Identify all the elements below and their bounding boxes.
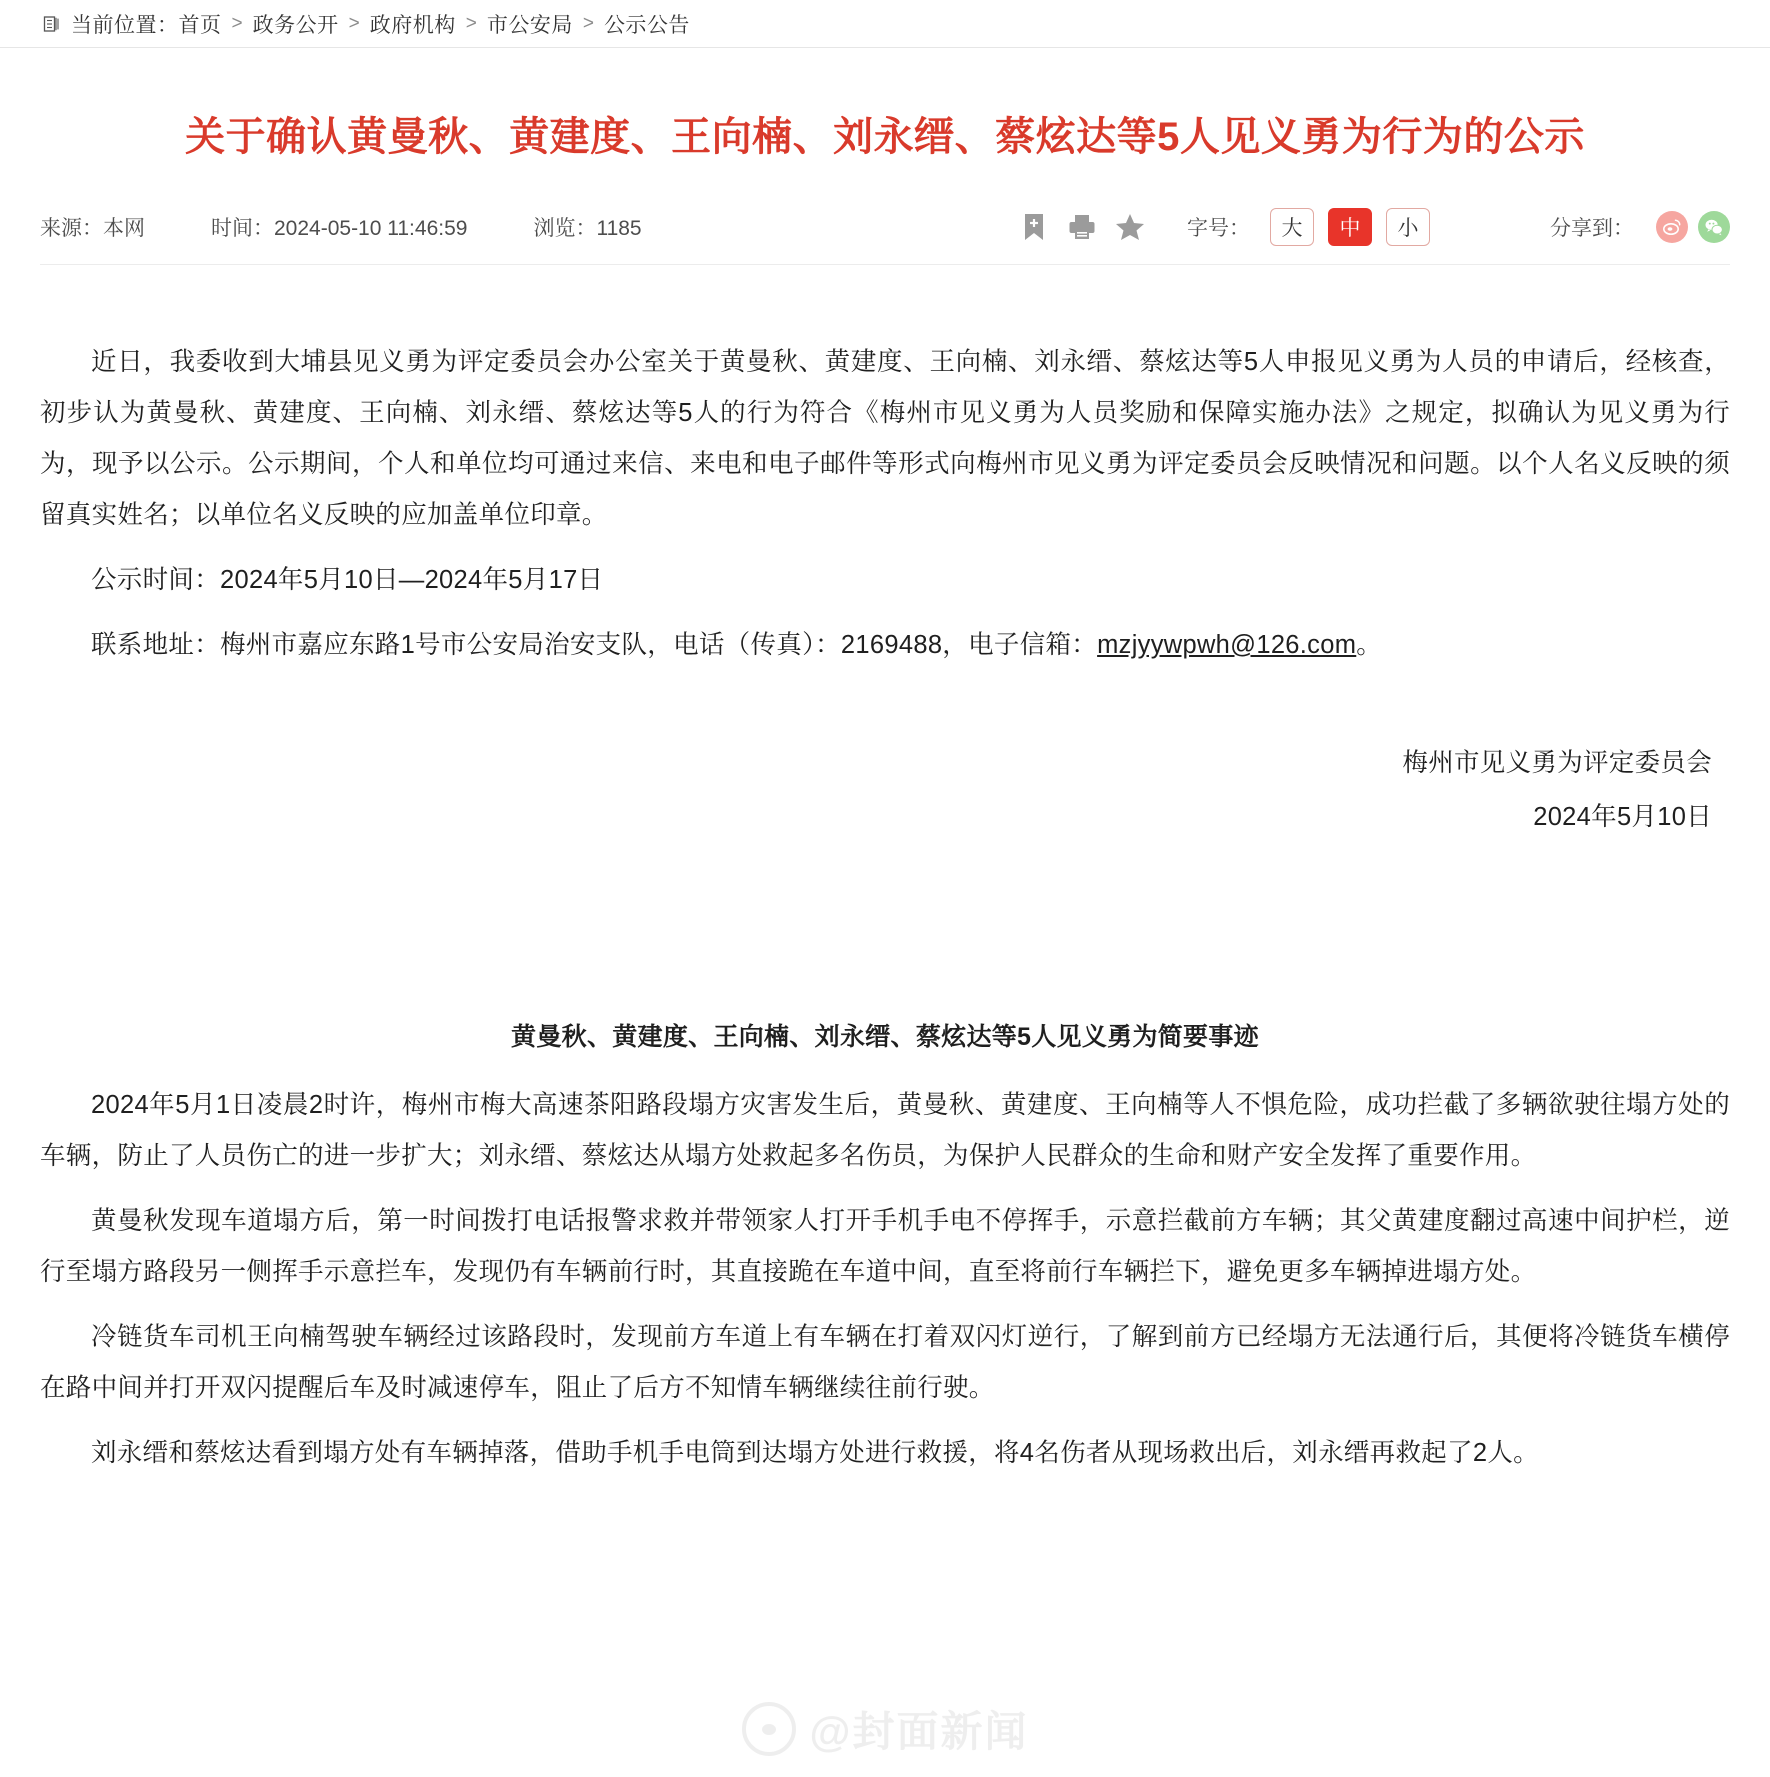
deeds-paragraph-2: 黄曼秋发现车道塌方后，第一时间拨打电话报警求救并带领家人打开手机手电不停挥手，示意拦截前方车辆；其父黄建度翻过高速中间护栏，逆行至塌方路段另一侧挥手示意拦车，发现仍有车辆前行时，其直接跪在车道中间，直至将前行车辆拦下，避免更多车辆掉进塌方处。	[40, 1207, 1730, 1287]
deeds-paragraph-1: 2024年5月1日凌晨2时许，梅州市梅大高速茶阳路段塌方灾害发生后，黄曼秋、黄建度、王向楠等人不惧危险，成功拦截了多辆欲驶往塌方处的车辆，防止了人员伤亡的进一步扩大；刘永缙、蔡炫达从塌方处救起多名伤员，为保护人民群众的生命和财产安全发挥了重要作用。	[40, 1091, 1730, 1171]
article-paragraph-1: 近日，我委收到大埔县见义勇为评定委员会办公室关于黄曼秋、黄建度、王向楠、刘永缙、蔡炫达等5人申报见义勇为人员的申请后，经核查，初步认为黄曼秋、黄建度、王向楠、刘永缙、蔡炫达等5人的行为符合《梅州市见义勇为人员奖励和保障实施办法》之规定，拟确认为见义勇为行为，现予以公示。公示期间，个人和单位均可通过来信、来电和电子邮件等形式向梅州市见义勇为评定委员会反映情况和问题。以个人名义反映的须留真实姓名；以单位名义反映的应加盖单位印章。	[40, 348, 1730, 529]
deeds-section-title: 黄曼秋、黄建度、王向楠、刘永缙、蔡炫达等5人见义勇为简要事迹	[511, 1023, 1259, 1052]
weibo-logo-icon	[742, 1702, 796, 1756]
publicity-period: 公示时间：2024年5月10日—2024年5月17日	[91, 566, 604, 594]
contact-suffix-text: 。	[1356, 631, 1383, 659]
bookmark-add-icon[interactable]	[1019, 212, 1049, 242]
breadcrumb-item-home[interactable]: 首页	[178, 13, 222, 37]
article-body	[40, 265, 1730, 1479]
contact-line	[40, 620, 1730, 671]
breadcrumb-separator: >	[582, 12, 594, 34]
breadcrumb-item-announcements[interactable]: 公示公告	[603, 13, 690, 37]
share-label: 分享到：	[1550, 217, 1634, 240]
signature-date: 2024年5月10日	[1533, 802, 1712, 831]
breadcrumb-item-government-agency[interactable]: 政府机构	[369, 13, 456, 37]
breadcrumb-item-public-security-bureau[interactable]: 市公安局	[486, 13, 573, 37]
deeds-paragraph-4: 刘永缙和蔡炫达看到塌方处有车辆掉落，借助手机手电筒到达塌方处进行救援，将4名伤者从现场救出后，刘永缙再救起了2人。	[91, 1439, 1539, 1468]
breadcrumb-separator: >	[465, 12, 477, 34]
article-meta-bar	[40, 208, 1730, 265]
font-size-small-button[interactable]: 小	[1386, 208, 1430, 246]
breadcrumb-item-government-affairs[interactable]: 政务公开	[252, 13, 339, 37]
meta-view-count: 浏览：1185	[533, 217, 642, 240]
section-gap	[40, 844, 1730, 1012]
breadcrumb-separator: >	[231, 12, 243, 34]
contact-prefix-text: 联系地址：梅州市嘉应东路1号市公安局治安支队，电话（传真）：2169488，电子信箱：	[91, 631, 1098, 659]
printer-icon[interactable]	[1067, 212, 1097, 242]
meta-publish-time: 时间：2024-05-10 11:46:59	[211, 217, 468, 240]
deeds-paragraph-3: 冷链货车司机王向楠驾驶车辆经过该路段时，发现前方车道上有车辆在打着双闪灯逆行，了解到前方已经塌方无法通行后，其便将冷链货车横停在路中间并打开双闪提醒后车及时减速停车，阻止了后方不知情车辆继续往前行驶。	[40, 1323, 1730, 1403]
font-size-label: 字号：	[1187, 217, 1250, 240]
font-size-control	[1187, 208, 1430, 246]
contact-email-link[interactable]: mzjyywpwh@126.com	[1097, 631, 1357, 659]
wechat-icon[interactable]	[1698, 211, 1730, 243]
meta-source: 来源：本网	[40, 217, 145, 240]
share-control	[1550, 211, 1730, 243]
breadcrumb-separator: >	[348, 12, 360, 34]
watermark	[0, 1699, 1770, 1759]
signature-block	[40, 737, 1730, 844]
font-size-medium-button[interactable]: 中	[1328, 208, 1372, 246]
star-icon[interactable]	[1115, 212, 1145, 242]
weibo-icon[interactable]	[1656, 211, 1688, 243]
breadcrumb	[0, 0, 1770, 48]
font-size-large-button[interactable]: 大	[1270, 208, 1314, 246]
page-title: 关于确认黄曼秋、黄建度、王向楠、刘永缙、蔡炫达等5人见义勇为行为的公示	[185, 115, 1585, 159]
watermark-text: @封面新闻	[809, 1708, 1029, 1755]
breadcrumb-prefix: 当前位置：	[71, 13, 179, 37]
document-list-icon	[42, 14, 61, 33]
article-tools	[1019, 212, 1145, 242]
signature-organization: 梅州市见义勇为评定委员会	[1402, 749, 1712, 777]
